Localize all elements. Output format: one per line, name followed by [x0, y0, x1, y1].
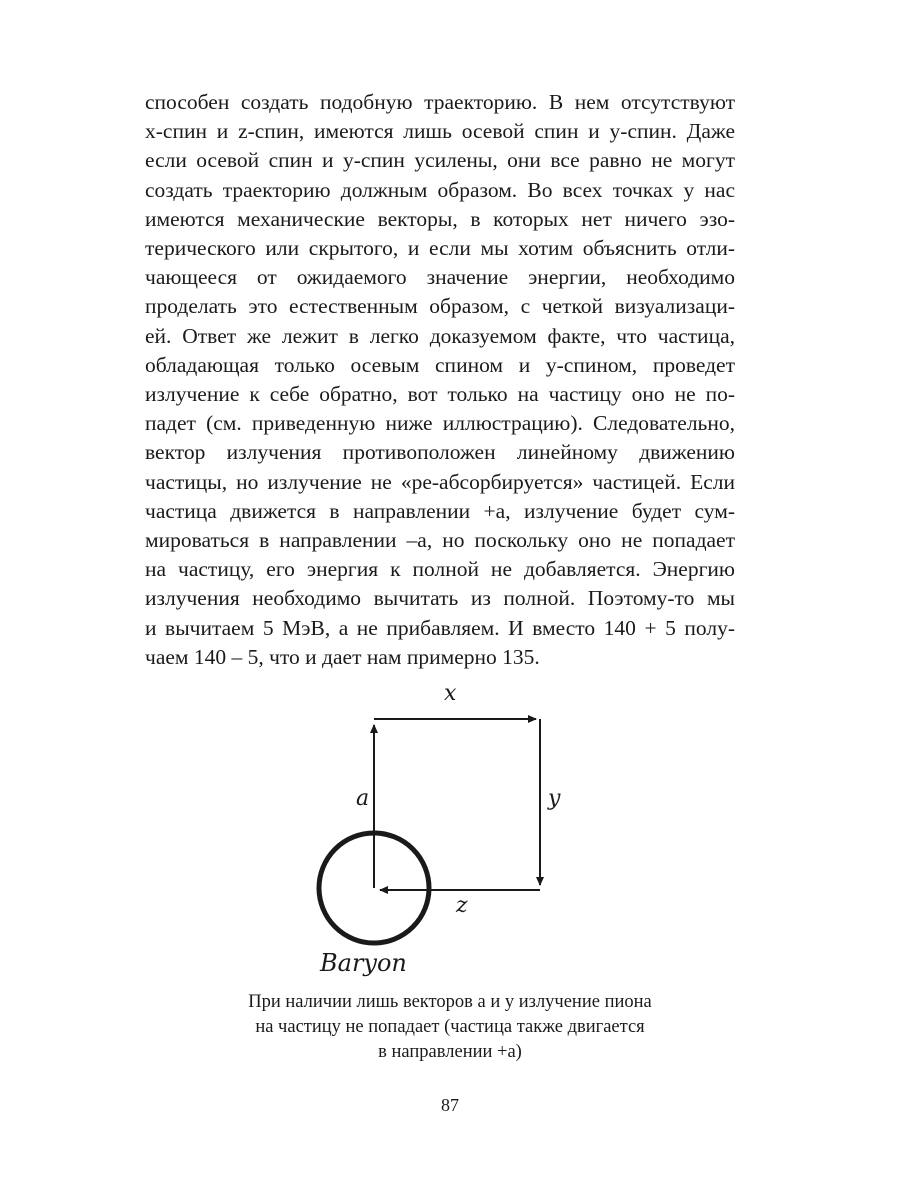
label-a: a [356, 786, 370, 811]
caption-line: При наличии лишь векторов a и y излучение пиона [248, 992, 652, 1012]
text-line: и вычитаем 5 МэВ, а не прибавляем. И вместо 140 + 5 полу- [145, 615, 735, 640]
text-line: имеются механические векторы, в которых нет ничего эзо- [145, 206, 735, 231]
figure-caption [150, 990, 750, 1065]
text-line: проделать это естественным образом, с четкой визуализаци- [145, 294, 735, 319]
label-z: z [456, 893, 468, 918]
text-line: создать траекторию должным образом. Во всех точках у нас [145, 177, 735, 202]
text-line: частица движется в направлении +a, излучение будет сум- [145, 498, 735, 523]
text-line: чаем 140 – 5, что и дает нам примерно 135. [145, 644, 540, 669]
text-line: излучение к себе обратно, вот только на частицу оно не по- [145, 382, 735, 407]
text-line: обладающая только осевым спином и y-спином, проведет [145, 352, 735, 377]
page-number: 87 [441, 1095, 459, 1115]
body-text [145, 88, 735, 672]
caption-line: в направлении +a) [378, 1042, 522, 1062]
label-x: x [444, 681, 457, 706]
text-line: на частицу, его энергия к полной не добавляется. Энергию [145, 557, 735, 582]
text-line: способен создать подобную траекторию. В нем отсутствуют [145, 90, 735, 114]
label-baryon: Baryon [320, 949, 407, 977]
text-line: терического или скрытого, и если мы хотим объяснить отли- [145, 236, 735, 261]
text-line: мироваться в направлении –a, но поскольку оно не попадает [145, 528, 735, 553]
caption-line: на частицу не попадает (частица также двигается [255, 1017, 645, 1037]
text-line: частицы, но излучение не «ре-абсорбируется» частицей. Если [145, 469, 735, 494]
label-y: y [548, 786, 561, 811]
vector-diagram-graphic [300, 675, 600, 985]
text-line: вектор излучения противоположен линейному движению [145, 440, 735, 465]
text-line: падет (см. приведенную ниже иллюстрацию). Следовательно, [145, 411, 735, 436]
vector-diagram [300, 675, 600, 985]
text-line: чающееся от ожидаемого значение энергии, необходимо [145, 265, 735, 290]
text-line: x-спин и z-спин, имеются лишь осевой спин и y-спин. Даже [145, 119, 735, 144]
text-line: ей. Ответ же лежит в легко доказуемом факте, что частица, [145, 323, 735, 348]
text-line: излучения необходимо вычитать из полной. Поэтому-то мы [145, 586, 735, 611]
text-line: если осевой спин и y-спин усилены, они все равно не могут [145, 148, 735, 173]
